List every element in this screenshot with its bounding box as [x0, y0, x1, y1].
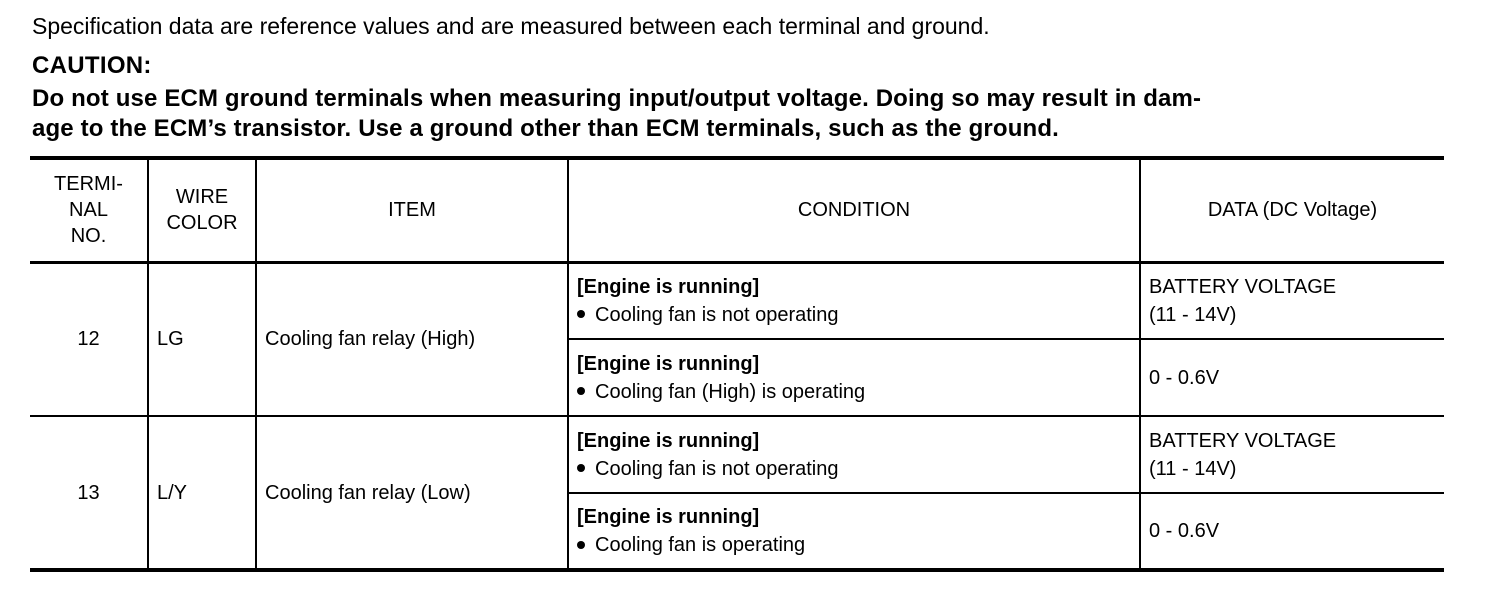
table-header-row	[30, 158, 1444, 262]
wire-color-cell: LG	[148, 262, 256, 416]
header-terminal-no	[30, 158, 148, 262]
wire-color-cell: L/Y	[148, 416, 256, 570]
condition-state: [Engine is running]	[577, 275, 760, 298]
data-cell	[1140, 493, 1444, 570]
data-cell	[1140, 262, 1444, 339]
data-value: BATTERY VOLTAGE	[1149, 275, 1337, 298]
caution-title: CAUTION:	[32, 52, 152, 79]
header-data: DATA (DC Voltage)	[1140, 158, 1444, 262]
header-terminal-line: NAL	[69, 199, 108, 222]
intro-text: Specification data are reference values and are measured between each terminal and ground.	[32, 13, 990, 39]
condition-cell	[568, 262, 1140, 339]
condition-detail: Cooling fan is not operating	[595, 303, 839, 326]
header-wire-color-line: COLOR	[166, 212, 238, 235]
data-value: 0 - 0.6V	[1149, 520, 1220, 542]
condition-state: [Engine is running]	[577, 352, 760, 375]
caution-text-line-2: age to the ECM’s transistor. Use a ground other than ECM terminals, such as the ground.	[32, 115, 1059, 142]
header-wire-color-line: WIRE	[175, 186, 229, 209]
condition-state: [Engine is running]	[577, 429, 760, 452]
condition-state: [Engine is running]	[577, 506, 760, 528]
header-item: ITEM	[256, 158, 568, 262]
terminal-spec-table	[30, 156, 1444, 572]
condition-cell	[568, 416, 1140, 493]
condition-detail: Cooling fan (High) is operating	[595, 380, 866, 403]
condition-cell	[568, 493, 1140, 570]
header-condition: CONDITION	[568, 158, 1140, 262]
bullet-icon	[577, 541, 585, 549]
bullet-icon	[577, 310, 585, 318]
data-cell	[1140, 339, 1444, 416]
condition-detail: Cooling fan is operating	[595, 534, 806, 556]
condition-cell	[568, 339, 1140, 416]
header-terminal-line: NO.	[70, 225, 107, 248]
header-terminal-line: TERMI-	[54, 173, 123, 196]
condition-detail: Cooling fan is not operating	[595, 457, 839, 480]
bullet-icon	[577, 387, 585, 395]
item-cell: Cooling fan relay (High)	[256, 262, 568, 416]
data-value: (11 - 14V)	[1149, 303, 1237, 326]
data-value: BATTERY VOLTAGE	[1149, 429, 1337, 452]
bullet-icon	[577, 464, 585, 472]
terminal-no-cell: 12	[30, 262, 148, 416]
table-row	[30, 262, 1444, 339]
data-cell	[1140, 416, 1444, 493]
caution-text-line-1: Do not use ECM ground terminals when measuring input/output voltage. Doing so may result in dam-	[32, 85, 1202, 112]
data-value: 0 - 0.6V	[1149, 366, 1220, 389]
terminal-no-cell: 13	[30, 416, 148, 570]
header-wire-color	[148, 158, 256, 262]
data-value: (11 - 14V)	[1149, 457, 1237, 480]
item-cell: Cooling fan relay (Low)	[256, 416, 568, 570]
table-row	[30, 416, 1444, 493]
